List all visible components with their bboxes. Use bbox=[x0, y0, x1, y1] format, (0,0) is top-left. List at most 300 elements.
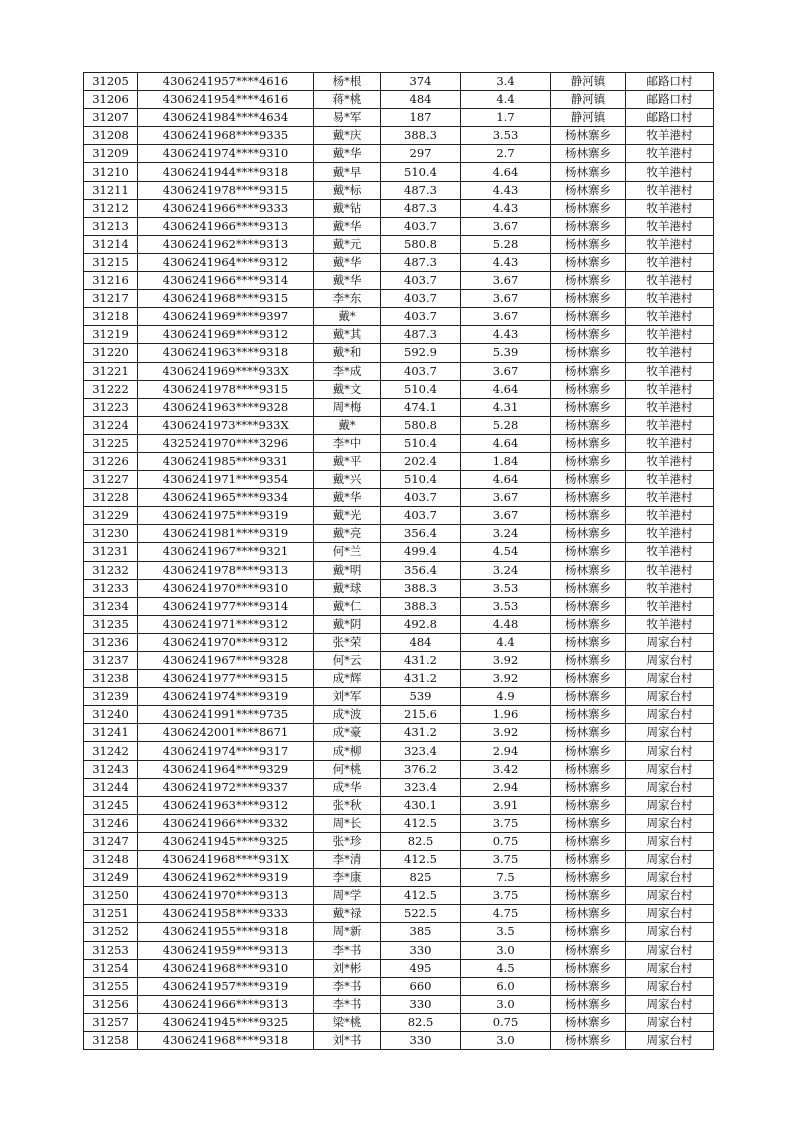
name-cell: 戴*华 bbox=[314, 217, 381, 235]
id-number-cell: 4306241945****9325 bbox=[138, 832, 314, 850]
table-row bbox=[84, 615, 714, 633]
id-number-cell: 4306241977****9314 bbox=[138, 597, 314, 615]
name-cell: 戴* bbox=[314, 308, 381, 326]
id-number-cell: 4306241969****9312 bbox=[138, 326, 314, 344]
id-number-cell: 4306241958****9333 bbox=[138, 905, 314, 923]
township-cell: 杨林寨乡 bbox=[551, 742, 626, 760]
amount-cell: 330 bbox=[381, 995, 461, 1013]
amount-cell: 388.3 bbox=[381, 127, 461, 145]
table-row bbox=[84, 688, 714, 706]
id-number-cell: 4306241985****9331 bbox=[138, 452, 314, 470]
area-cell: 3.92 bbox=[461, 724, 551, 742]
serial-number-cell: 31221 bbox=[84, 362, 138, 380]
id-number-cell: 4306241964****9329 bbox=[138, 760, 314, 778]
name-cell: 戴*钻 bbox=[314, 199, 381, 217]
id-number-cell: 4306241981****9319 bbox=[138, 525, 314, 543]
serial-number-cell: 31239 bbox=[84, 688, 138, 706]
table-row bbox=[84, 344, 714, 362]
id-number-cell: 4306241973****933X bbox=[138, 416, 314, 434]
area-cell: 3.67 bbox=[461, 308, 551, 326]
village-cell: 周家台村 bbox=[626, 977, 714, 995]
serial-number-cell: 31246 bbox=[84, 814, 138, 832]
serial-number-cell: 31213 bbox=[84, 217, 138, 235]
serial-number-cell: 31210 bbox=[84, 163, 138, 181]
name-cell: 戴*标 bbox=[314, 181, 381, 199]
township-cell: 杨林寨乡 bbox=[551, 706, 626, 724]
village-cell: 周家台村 bbox=[626, 688, 714, 706]
table-row bbox=[84, 471, 714, 489]
table-row bbox=[84, 869, 714, 887]
village-cell: 牧羊港村 bbox=[626, 217, 714, 235]
township-cell: 杨林寨乡 bbox=[551, 290, 626, 308]
id-number-cell: 4306241963****9312 bbox=[138, 796, 314, 814]
id-number-cell: 4306241974****9319 bbox=[138, 688, 314, 706]
name-cell: 蒋*桃 bbox=[314, 91, 381, 109]
id-number-cell: 4306241963****9318 bbox=[138, 344, 314, 362]
township-cell: 杨林寨乡 bbox=[551, 489, 626, 507]
township-cell: 杨林寨乡 bbox=[551, 380, 626, 398]
table-row bbox=[84, 633, 714, 651]
name-cell: 戴*元 bbox=[314, 235, 381, 253]
id-number-cell: 4306241978****9313 bbox=[138, 561, 314, 579]
serial-number-cell: 31250 bbox=[84, 887, 138, 905]
serial-number-cell: 31242 bbox=[84, 742, 138, 760]
township-cell: 杨林寨乡 bbox=[551, 525, 626, 543]
area-cell: 5.28 bbox=[461, 416, 551, 434]
area-cell: 6.0 bbox=[461, 977, 551, 995]
table-row bbox=[84, 416, 714, 434]
township-cell: 杨林寨乡 bbox=[551, 416, 626, 434]
township-cell: 杨林寨乡 bbox=[551, 688, 626, 706]
serial-number-cell: 31219 bbox=[84, 326, 138, 344]
serial-number-cell: 31233 bbox=[84, 579, 138, 597]
serial-number-cell: 31214 bbox=[84, 235, 138, 253]
id-number-cell: 4306241968****9335 bbox=[138, 127, 314, 145]
amount-cell: 403.7 bbox=[381, 362, 461, 380]
amount-cell: 82.5 bbox=[381, 832, 461, 850]
table-row bbox=[84, 525, 714, 543]
area-cell: 0.75 bbox=[461, 1013, 551, 1031]
township-cell: 杨林寨乡 bbox=[551, 597, 626, 615]
township-cell: 杨林寨乡 bbox=[551, 181, 626, 199]
village-cell: 邮路口村 bbox=[626, 91, 714, 109]
area-cell: 2.94 bbox=[461, 778, 551, 796]
id-number-cell: 4325241970****3296 bbox=[138, 434, 314, 452]
township-cell: 杨林寨乡 bbox=[551, 507, 626, 525]
name-cell: 何*云 bbox=[314, 652, 381, 670]
amount-cell: 412.5 bbox=[381, 851, 461, 869]
township-cell: 杨林寨乡 bbox=[551, 814, 626, 832]
township-cell: 杨林寨乡 bbox=[551, 995, 626, 1013]
serial-number-cell: 31256 bbox=[84, 995, 138, 1013]
table-row bbox=[84, 742, 714, 760]
area-cell: 3.0 bbox=[461, 1031, 551, 1049]
table-row bbox=[84, 380, 714, 398]
village-cell: 牧羊港村 bbox=[626, 398, 714, 416]
area-cell: 4.31 bbox=[461, 398, 551, 416]
name-cell: 成*辉 bbox=[314, 670, 381, 688]
area-cell: 4.64 bbox=[461, 471, 551, 489]
serial-number-cell: 31253 bbox=[84, 941, 138, 959]
id-number-cell: 4306241966****9332 bbox=[138, 814, 314, 832]
serial-number-cell: 31231 bbox=[84, 543, 138, 561]
table-row bbox=[84, 127, 714, 145]
amount-cell: 487.3 bbox=[381, 181, 461, 199]
amount-cell: 356.4 bbox=[381, 525, 461, 543]
township-cell: 杨林寨乡 bbox=[551, 652, 626, 670]
id-number-cell: 4306241970****9312 bbox=[138, 633, 314, 651]
amount-cell: 388.3 bbox=[381, 579, 461, 597]
area-cell: 3.53 bbox=[461, 579, 551, 597]
table-body bbox=[84, 73, 714, 1050]
serial-number-cell: 31248 bbox=[84, 851, 138, 869]
name-cell: 刘*彬 bbox=[314, 959, 381, 977]
id-number-cell: 4306241967****9328 bbox=[138, 652, 314, 670]
village-cell: 牧羊港村 bbox=[626, 253, 714, 271]
township-cell: 杨林寨乡 bbox=[551, 326, 626, 344]
township-cell: 杨林寨乡 bbox=[551, 923, 626, 941]
table-row bbox=[84, 724, 714, 742]
area-cell: 4.5 bbox=[461, 959, 551, 977]
name-cell: 戴* bbox=[314, 416, 381, 434]
id-number-cell: 4306241968****9315 bbox=[138, 290, 314, 308]
id-number-cell: 4306241945****9325 bbox=[138, 1013, 314, 1031]
serial-number-cell: 31229 bbox=[84, 507, 138, 525]
village-cell: 牧羊港村 bbox=[626, 416, 714, 434]
id-number-cell: 4306241968****931X bbox=[138, 851, 314, 869]
area-cell: 4.43 bbox=[461, 199, 551, 217]
amount-cell: 202.4 bbox=[381, 452, 461, 470]
name-cell: 周*长 bbox=[314, 814, 381, 832]
village-cell: 牧羊港村 bbox=[626, 471, 714, 489]
township-cell: 静河镇 bbox=[551, 109, 626, 127]
village-cell: 牧羊港村 bbox=[626, 597, 714, 615]
amount-cell: 487.3 bbox=[381, 253, 461, 271]
name-cell: 张*荣 bbox=[314, 633, 381, 651]
id-number-cell: 4306241974****9317 bbox=[138, 742, 314, 760]
village-cell: 牧羊港村 bbox=[626, 615, 714, 633]
serial-number-cell: 31251 bbox=[84, 905, 138, 923]
name-cell: 刘*书 bbox=[314, 1031, 381, 1049]
area-cell: 3.75 bbox=[461, 851, 551, 869]
township-cell: 杨林寨乡 bbox=[551, 796, 626, 814]
table-row bbox=[84, 941, 714, 959]
area-cell: 3.75 bbox=[461, 814, 551, 832]
amount-cell: 82.5 bbox=[381, 1013, 461, 1031]
area-cell: 3.24 bbox=[461, 525, 551, 543]
amount-cell: 510.4 bbox=[381, 434, 461, 452]
table-row bbox=[84, 796, 714, 814]
area-cell: 0.75 bbox=[461, 832, 551, 850]
amount-cell: 539 bbox=[381, 688, 461, 706]
area-cell: 3.4 bbox=[461, 73, 551, 91]
township-cell: 杨林寨乡 bbox=[551, 941, 626, 959]
name-cell: 戴*其 bbox=[314, 326, 381, 344]
village-cell: 周家台村 bbox=[626, 851, 714, 869]
township-cell: 杨林寨乡 bbox=[551, 163, 626, 181]
amount-cell: 431.2 bbox=[381, 652, 461, 670]
table-row bbox=[84, 326, 714, 344]
township-cell: 杨林寨乡 bbox=[551, 471, 626, 489]
serial-number-cell: 31236 bbox=[84, 633, 138, 651]
id-number-cell: 4306241991****9735 bbox=[138, 706, 314, 724]
serial-number-cell: 31244 bbox=[84, 778, 138, 796]
area-cell: 2.94 bbox=[461, 742, 551, 760]
serial-number-cell: 31212 bbox=[84, 199, 138, 217]
amount-cell: 592.9 bbox=[381, 344, 461, 362]
table-row bbox=[84, 959, 714, 977]
township-cell: 杨林寨乡 bbox=[551, 579, 626, 597]
area-cell: 3.67 bbox=[461, 362, 551, 380]
village-cell: 牧羊港村 bbox=[626, 489, 714, 507]
id-number-cell: 4306241955****9318 bbox=[138, 923, 314, 941]
township-cell: 杨林寨乡 bbox=[551, 344, 626, 362]
township-cell: 杨林寨乡 bbox=[551, 127, 626, 145]
amount-cell: 484 bbox=[381, 91, 461, 109]
township-cell: 杨林寨乡 bbox=[551, 253, 626, 271]
township-cell: 杨林寨乡 bbox=[551, 959, 626, 977]
township-cell: 杨林寨乡 bbox=[551, 561, 626, 579]
name-cell: 李*东 bbox=[314, 290, 381, 308]
serial-number-cell: 31237 bbox=[84, 652, 138, 670]
serial-number-cell: 31207 bbox=[84, 109, 138, 127]
serial-number-cell: 31211 bbox=[84, 181, 138, 199]
serial-number-cell: 31243 bbox=[84, 760, 138, 778]
township-cell: 杨林寨乡 bbox=[551, 851, 626, 869]
village-cell: 周家台村 bbox=[626, 995, 714, 1013]
serial-number-cell: 31238 bbox=[84, 670, 138, 688]
village-cell: 周家台村 bbox=[626, 724, 714, 742]
serial-number-cell: 31220 bbox=[84, 344, 138, 362]
table-row bbox=[84, 199, 714, 217]
table-row bbox=[84, 235, 714, 253]
area-cell: 7.5 bbox=[461, 869, 551, 887]
township-cell: 杨林寨乡 bbox=[551, 308, 626, 326]
area-cell: 3.24 bbox=[461, 561, 551, 579]
village-cell: 周家台村 bbox=[626, 869, 714, 887]
data-table bbox=[83, 72, 714, 1050]
serial-number-cell: 31245 bbox=[84, 796, 138, 814]
area-cell: 3.67 bbox=[461, 290, 551, 308]
table-row bbox=[84, 561, 714, 579]
table-row bbox=[84, 760, 714, 778]
village-cell: 周家台村 bbox=[626, 923, 714, 941]
table-row bbox=[84, 905, 714, 923]
area-cell: 3.75 bbox=[461, 887, 551, 905]
village-cell: 牧羊港村 bbox=[626, 561, 714, 579]
area-cell: 3.92 bbox=[461, 652, 551, 670]
area-cell: 4.54 bbox=[461, 543, 551, 561]
amount-cell: 356.4 bbox=[381, 561, 461, 579]
amount-cell: 499.4 bbox=[381, 543, 461, 561]
area-cell: 3.53 bbox=[461, 597, 551, 615]
id-number-cell: 4306241966****9313 bbox=[138, 995, 314, 1013]
township-cell: 杨林寨乡 bbox=[551, 778, 626, 796]
serial-number-cell: 31224 bbox=[84, 416, 138, 434]
amount-cell: 492.8 bbox=[381, 615, 461, 633]
village-cell: 周家台村 bbox=[626, 742, 714, 760]
area-cell: 4.43 bbox=[461, 326, 551, 344]
serial-number-cell: 31225 bbox=[84, 434, 138, 452]
id-number-cell: 4306241978****9315 bbox=[138, 380, 314, 398]
id-number-cell: 4306241963****9328 bbox=[138, 398, 314, 416]
amount-cell: 431.2 bbox=[381, 724, 461, 742]
area-cell: 4.64 bbox=[461, 380, 551, 398]
amount-cell: 403.7 bbox=[381, 272, 461, 290]
name-cell: 李*书 bbox=[314, 995, 381, 1013]
name-cell: 杨*根 bbox=[314, 73, 381, 91]
name-cell: 成*华 bbox=[314, 778, 381, 796]
village-cell: 周家台村 bbox=[626, 814, 714, 832]
area-cell: 3.0 bbox=[461, 995, 551, 1013]
serial-number-cell: 31217 bbox=[84, 290, 138, 308]
name-cell: 戴*亮 bbox=[314, 525, 381, 543]
id-number-cell: 4306241959****9313 bbox=[138, 941, 314, 959]
area-cell: 5.39 bbox=[461, 344, 551, 362]
table-row bbox=[84, 181, 714, 199]
name-cell: 周*学 bbox=[314, 887, 381, 905]
amount-cell: 487.3 bbox=[381, 326, 461, 344]
name-cell: 戴*庆 bbox=[314, 127, 381, 145]
table-row bbox=[84, 398, 714, 416]
table-row bbox=[84, 163, 714, 181]
name-cell: 戴*明 bbox=[314, 561, 381, 579]
id-number-cell: 4306241957****4616 bbox=[138, 73, 314, 91]
serial-number-cell: 31234 bbox=[84, 597, 138, 615]
name-cell: 戴*华 bbox=[314, 253, 381, 271]
id-number-cell: 4306242001****8671 bbox=[138, 724, 314, 742]
table-row bbox=[84, 814, 714, 832]
serial-number-cell: 31254 bbox=[84, 959, 138, 977]
name-cell: 李*中 bbox=[314, 434, 381, 452]
name-cell: 何*兰 bbox=[314, 543, 381, 561]
table-row bbox=[84, 1031, 714, 1049]
id-number-cell: 4306241966****9333 bbox=[138, 199, 314, 217]
township-cell: 杨林寨乡 bbox=[551, 199, 626, 217]
village-cell: 周家台村 bbox=[626, 1031, 714, 1049]
village-cell: 周家台村 bbox=[626, 1013, 714, 1031]
township-cell: 杨林寨乡 bbox=[551, 1031, 626, 1049]
name-cell: 戴*华 bbox=[314, 489, 381, 507]
village-cell: 邮路口村 bbox=[626, 73, 714, 91]
area-cell: 1.7 bbox=[461, 109, 551, 127]
area-cell: 3.67 bbox=[461, 489, 551, 507]
township-cell: 静河镇 bbox=[551, 73, 626, 91]
village-cell: 牧羊港村 bbox=[626, 362, 714, 380]
name-cell: 李*清 bbox=[314, 851, 381, 869]
village-cell: 牧羊港村 bbox=[626, 380, 714, 398]
area-cell: 4.9 bbox=[461, 688, 551, 706]
amount-cell: 403.7 bbox=[381, 217, 461, 235]
name-cell: 易*军 bbox=[314, 109, 381, 127]
village-cell: 牧羊港村 bbox=[626, 579, 714, 597]
name-cell: 梁*桃 bbox=[314, 1013, 381, 1031]
area-cell: 3.42 bbox=[461, 760, 551, 778]
amount-cell: 403.7 bbox=[381, 489, 461, 507]
amount-cell: 495 bbox=[381, 959, 461, 977]
id-number-cell: 4306241964****9312 bbox=[138, 253, 314, 271]
serial-number-cell: 31257 bbox=[84, 1013, 138, 1031]
table-row bbox=[84, 362, 714, 380]
area-cell: 4.64 bbox=[461, 163, 551, 181]
table-row bbox=[84, 543, 714, 561]
id-number-cell: 4306241966****9313 bbox=[138, 217, 314, 235]
amount-cell: 522.5 bbox=[381, 905, 461, 923]
area-cell: 3.53 bbox=[461, 127, 551, 145]
amount-cell: 474.1 bbox=[381, 398, 461, 416]
id-number-cell: 4306241978****9315 bbox=[138, 181, 314, 199]
table-row bbox=[84, 670, 714, 688]
name-cell: 戴*和 bbox=[314, 344, 381, 362]
area-cell: 4.64 bbox=[461, 434, 551, 452]
amount-cell: 487.3 bbox=[381, 199, 461, 217]
township-cell: 杨林寨乡 bbox=[551, 145, 626, 163]
amount-cell: 330 bbox=[381, 1031, 461, 1049]
village-cell: 周家台村 bbox=[626, 832, 714, 850]
amount-cell: 510.4 bbox=[381, 471, 461, 489]
amount-cell: 412.5 bbox=[381, 887, 461, 905]
name-cell: 刘*军 bbox=[314, 688, 381, 706]
amount-cell: 215.6 bbox=[381, 706, 461, 724]
township-cell: 杨林寨乡 bbox=[551, 1013, 626, 1031]
name-cell: 戴*仁 bbox=[314, 597, 381, 615]
table-row bbox=[84, 1013, 714, 1031]
amount-cell: 376.2 bbox=[381, 760, 461, 778]
id-number-cell: 4306241962****9319 bbox=[138, 869, 314, 887]
amount-cell: 403.7 bbox=[381, 507, 461, 525]
table-row bbox=[84, 778, 714, 796]
table-row bbox=[84, 579, 714, 597]
village-cell: 牧羊港村 bbox=[626, 452, 714, 470]
serial-number-cell: 31206 bbox=[84, 91, 138, 109]
serial-number-cell: 31208 bbox=[84, 127, 138, 145]
township-cell: 杨林寨乡 bbox=[551, 977, 626, 995]
area-cell: 2.7 bbox=[461, 145, 551, 163]
township-cell: 杨林寨乡 bbox=[551, 887, 626, 905]
village-cell: 牧羊港村 bbox=[626, 344, 714, 362]
amount-cell: 323.4 bbox=[381, 778, 461, 796]
village-cell: 周家台村 bbox=[626, 778, 714, 796]
table-row bbox=[84, 434, 714, 452]
serial-number-cell: 31216 bbox=[84, 272, 138, 290]
serial-number-cell: 31252 bbox=[84, 923, 138, 941]
id-number-cell: 4306241944****9318 bbox=[138, 163, 314, 181]
village-cell: 周家台村 bbox=[626, 796, 714, 814]
name-cell: 戴*禄 bbox=[314, 905, 381, 923]
name-cell: 李*书 bbox=[314, 977, 381, 995]
table-row bbox=[84, 597, 714, 615]
name-cell: 张*珍 bbox=[314, 832, 381, 850]
village-cell: 牧羊港村 bbox=[626, 272, 714, 290]
id-number-cell: 4306241962****9313 bbox=[138, 235, 314, 253]
area-cell: 3.92 bbox=[461, 670, 551, 688]
name-cell: 戴*光 bbox=[314, 507, 381, 525]
township-cell: 杨林寨乡 bbox=[551, 235, 626, 253]
township-cell: 杨林寨乡 bbox=[551, 543, 626, 561]
table-row bbox=[84, 308, 714, 326]
serial-number-cell: 31255 bbox=[84, 977, 138, 995]
village-cell: 牧羊港村 bbox=[626, 163, 714, 181]
village-cell: 周家台村 bbox=[626, 941, 714, 959]
village-cell: 牧羊港村 bbox=[626, 127, 714, 145]
amount-cell: 297 bbox=[381, 145, 461, 163]
amount-cell: 330 bbox=[381, 941, 461, 959]
name-cell: 戴*兴 bbox=[314, 471, 381, 489]
township-cell: 杨林寨乡 bbox=[551, 670, 626, 688]
village-cell: 牧羊港村 bbox=[626, 145, 714, 163]
table-row bbox=[84, 73, 714, 91]
amount-cell: 431.2 bbox=[381, 670, 461, 688]
